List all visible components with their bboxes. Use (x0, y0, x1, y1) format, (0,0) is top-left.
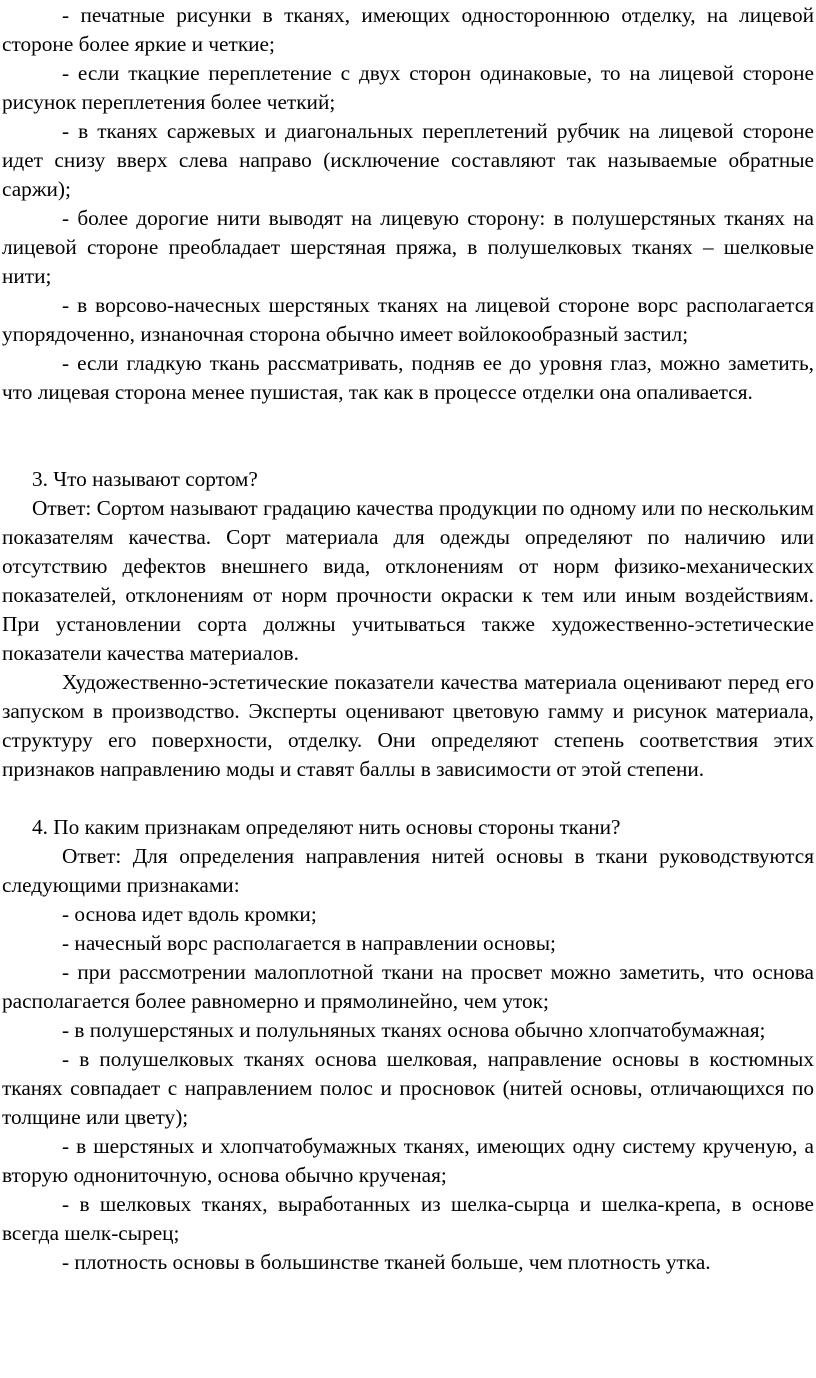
list-item: - основа идет вдоль кромки; (62, 902, 317, 926)
blank-line (2, 784, 814, 813)
paragraph-list-item: - если ткацкие переплетение с двух сторон одинаковые, то на лицевой стороне рисунок переплетения более четкий; (2, 61, 814, 114)
list-item: - при рассмотрении малоплотной ткани на просвет можно заметить, что основа располагается более равномерно и прямолинейно, чем уток; (2, 960, 814, 1013)
question-3-paragraph: Художественно-эстетические показатели качества материала оценивают перед его запуском в производство. Эксперты оценивают цветовую гамму и рисунок материала, структуру его поверхности, отделку. Они определяют степень соответствия этих признаков направлению моды и ставят баллы в зависимости от этой степени. (2, 670, 814, 781)
paragraph-list-item: - в ворсово-начесных шерстяных тканях на лицевой стороне ворс располагается упорядоченно, изнаночная сторона обычно имеет войлокообразный застил; (2, 293, 814, 346)
paragraph-list-item: - печатные рисунки в тканях, имеющих одностороннюю отделку, на лицевой стороне более яркие и четкие; (2, 3, 814, 56)
blank-line (2, 436, 814, 465)
list-item: - в полушелковых тканях основа шелковая, направление основы в костюмных тканях совпадает с направлением полос и просновок (нитей основы, отличающихся по толщине или цвету); (2, 1047, 814, 1129)
paragraph-list-item: - в тканях саржевых и диагональных переплетений рубчик на лицевой стороне идет снизу вверх слева направо (исключение составляют так называемые обратные саржи); (2, 119, 814, 201)
list-item: - в шерстяных и хлопчатобумажных тканях, имеющих одну систему крученую, а вторую однониточную, основа обычно крученая; (2, 1134, 814, 1187)
list-item: - в шелковых тканях, выработанных из шелка-сырца и шелка-крепа, в основе всегда шелк-сырец; (2, 1192, 814, 1245)
paragraph-list-item: - если гладкую ткань рассматривать, подняв ее до уровня глаз, можно заметить, что лицевая сторона менее пушистая, так как в процессе отделки она опаливается. (2, 351, 814, 404)
list-item: - в полушерстяных и полульняных тканях основа обычно хлопчатобумажная; (62, 1018, 766, 1042)
list-item: - начесный ворс располагается в направлении основы; (62, 931, 556, 955)
paragraph-list-item: - более дорогие нити выводят на лицевую сторону: в полушерстяных тканях на лицевой стороне преобладает шерстяная пряжа, в полушелковых тканях – шелковые нити; (2, 206, 814, 288)
list-item: - плотность основы в большинстве тканей больше, чем плотность утка. (62, 1250, 711, 1274)
blank-line (2, 407, 814, 436)
question-4-heading: 4. По каким признакам определяют нить основы стороны ткани? (32, 815, 621, 839)
question-4-answer: Ответ: Для определения направления нитей основы в ткани руководствуются следующими признаками: (2, 844, 814, 897)
question-3-answer: Ответ: Сортом называют градацию качества продукции по одному или по нескольким показателям качества. Сорт материала для одежды определяют по наличию или отсутствию дефектов внешнего вида, отклонениям от норм физико-механических показателей, отклонениям от норм прочности окраски к тем или иным воздействиям. При установлении сорта должны учитываться также художественно-эстетические показатели качества материалов. (2, 496, 814, 665)
question-3-heading: 3. Что называют сортом? (32, 467, 258, 491)
